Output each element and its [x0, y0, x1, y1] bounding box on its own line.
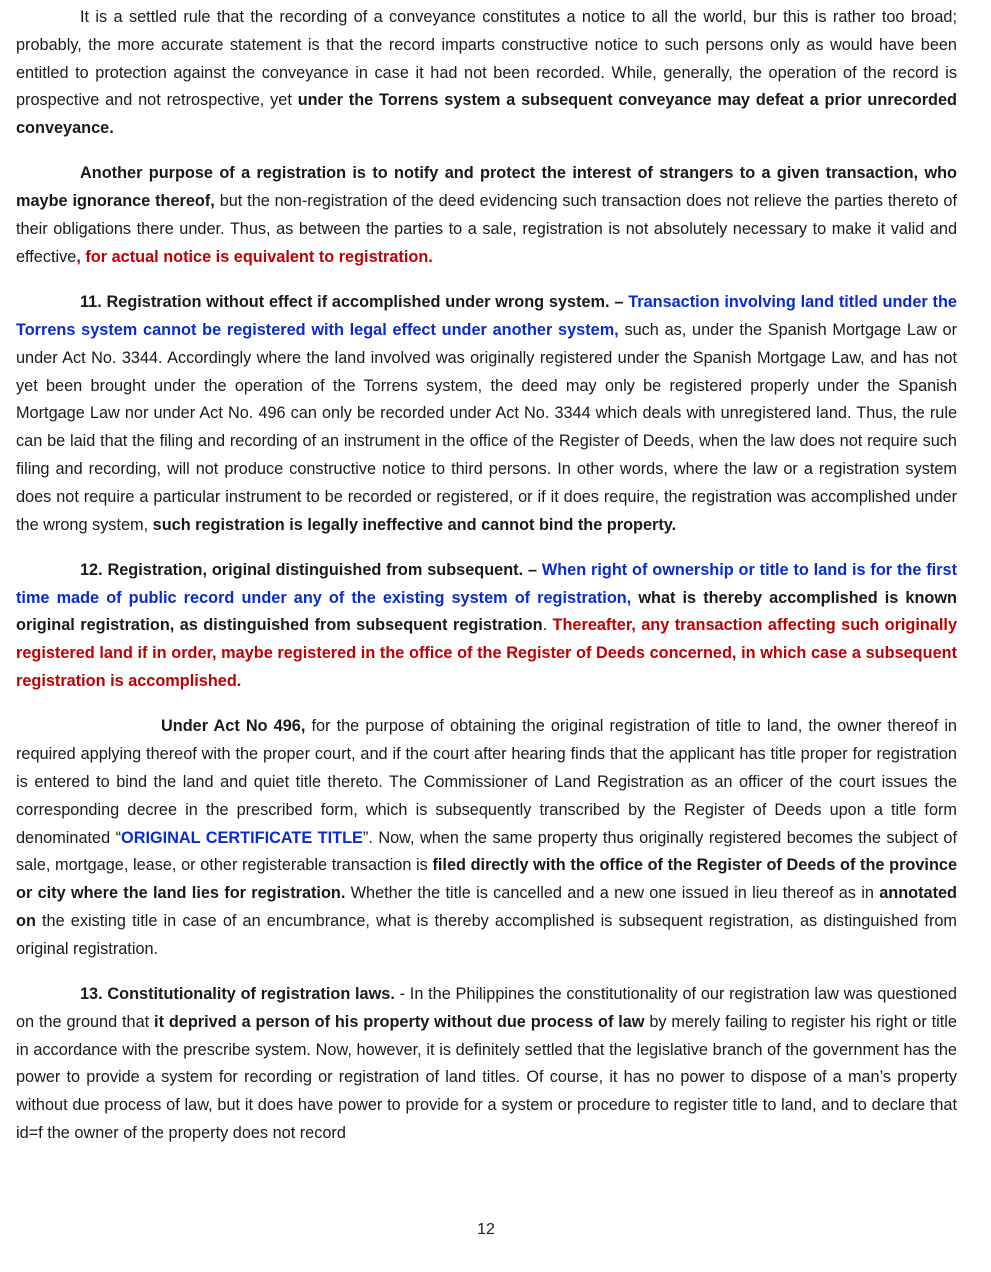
emphasis-bold: under the Torrens system a subsequent conveyance may defeat a prior unrecorded conveyance.	[16, 91, 957, 138]
emphasis-blue: When right of ownership or title to land is for the first time made of public record under any of the existing system of registration,	[16, 560, 958, 607]
section-heading-13: 13. Constitutionality of registration laws.	[80, 985, 395, 1003]
emphasis-bold: Under Act No 496,	[161, 717, 306, 736]
text-run: the existing title in case of an encumbrance, what is thereby accomplished is subsequent registration, as distinguished from original registration.	[16, 911, 957, 958]
emphasis-blue: ORIGINAL CERTIFICATE TITLE	[121, 828, 363, 847]
emphasis-red: , for actual notice is equivalent to registration.	[76, 247, 433, 266]
paragraph-section-13	[16, 981, 957, 1148]
emphasis-blue: Transaction involving land titled under the Torrens system cannot be registered with legal effect under another system,	[16, 293, 957, 339]
emphasis-bold: such registration is legally ineffective and cannot bind the property.	[152, 515, 677, 534]
paragraph-recording-notice	[16, 4, 957, 143]
paragraph-section-11	[16, 289, 957, 539]
text-run: It is a settled rule that the recording of a conveyance constitutes a notice to all the world, bur this is rather too broad; probably, the more accurate statement is that the record imparts constructive notice to such persons only as would have been entitled to protection against the conveyance in case it had not been recorded. While, generally, the operation of the record is prospective and not retrospective, yet	[16, 8, 957, 110]
emphasis-bold: filed directly with the office of the Register of Deeds of the province or city where the land lies for registration.	[16, 856, 957, 903]
text-run: by merely failing to register his right or title in accordance with the prescribe system. Now, however, it is definitely settled that the legislative branch of the government has the power to provide a system for recording or registration of land titles. Of course, it has no power to dispose of a man’s property without due process of law, but it does have power to provide for a system or procedure to register title to land, and to declare that id=f the owner of the property does not record	[16, 1012, 957, 1142]
emphasis-bold: Another purpose of a registration is to notify and protect the interest of strangers to a given transaction, who maybe ignorance thereof,	[16, 164, 957, 211]
emphasis-red: Thereafter, any transaction affecting such originally registered land if in order, maybe registered in the office of the Register of Deeds concerned, in which case a subsequent registration is accomplished.	[16, 616, 957, 691]
document-page	[16, 4, 957, 1148]
paragraph-purpose-of-registration	[16, 160, 957, 271]
text-run: .	[542, 616, 553, 635]
emphasis-bold: annotated on	[16, 884, 957, 930]
section-heading-12: 12. Registration, original distinguished from subsequent. –	[80, 560, 542, 579]
paragraph-section-12	[16, 557, 957, 696]
page-number: 12	[477, 1221, 495, 1238]
paragraph-act-496	[16, 713, 957, 963]
text-run: but the non-registration of the deed evidencing such transaction does not relieve the parties thereto of their obligations there under. Thus, as between the parties to a sale, registration is not absolutely necessary to make it valid and effective	[16, 192, 957, 266]
text-run: such as, under the Spanish Mortgage Law or under Act No. 3344. Accordingly where the land involved was originally registered under the Spanish Mortgage Law, and has not yet been brought under the operation of the Torrens system, the deed may only be registered properly under the Spanish Mortgage Law nor under Act No. 496 can only be recorded under Act No. 3344 which deals with unregistered land. Thus, the rule can be laid that the filing and recording of an instrument in the office of the Register of Deeds, when the law does not require such filing and recording, will not produce constructive notice to third persons. In other words, where the law or a registration system does not require a particular instrument to be recorded or registered, or if it does require, the registration was accomplished under the wrong system,	[16, 320, 957, 534]
text-run: Whether the title is cancelled and a new one issued in lieu thereof as in	[345, 884, 880, 903]
emphasis-bold: what is thereby accomplished is known original registration, as distinguished from subsequent registration	[16, 588, 957, 635]
text-run: for the purpose of obtaining the original registration of title to land, the owner thereof in required applying thereof with the proper court, and if the court after hearing finds that the applicant has title proper for registration is entered to bind the land and quiet title thereto. The Commissioner of Land Registration as an officer of the court issues the corresponding decree in the prescribed form, which is subsequently transcribed by the Register of Deeds upon a title form denominated “	[16, 717, 957, 847]
text-run: ”. Now, when the same property thus originally registered becomes the subject of sale, mortgage, lease, or other registerable transaction is	[16, 828, 957, 875]
section-heading-11: 11. Registration without effect if accomplished under wrong system. –	[80, 293, 629, 312]
text-run: - In the Philippines the constitutionality of our registration law was questioned on the ground that	[16, 985, 957, 1031]
emphasis-bold: it deprived a person of his property without due process of law	[154, 1012, 645, 1031]
